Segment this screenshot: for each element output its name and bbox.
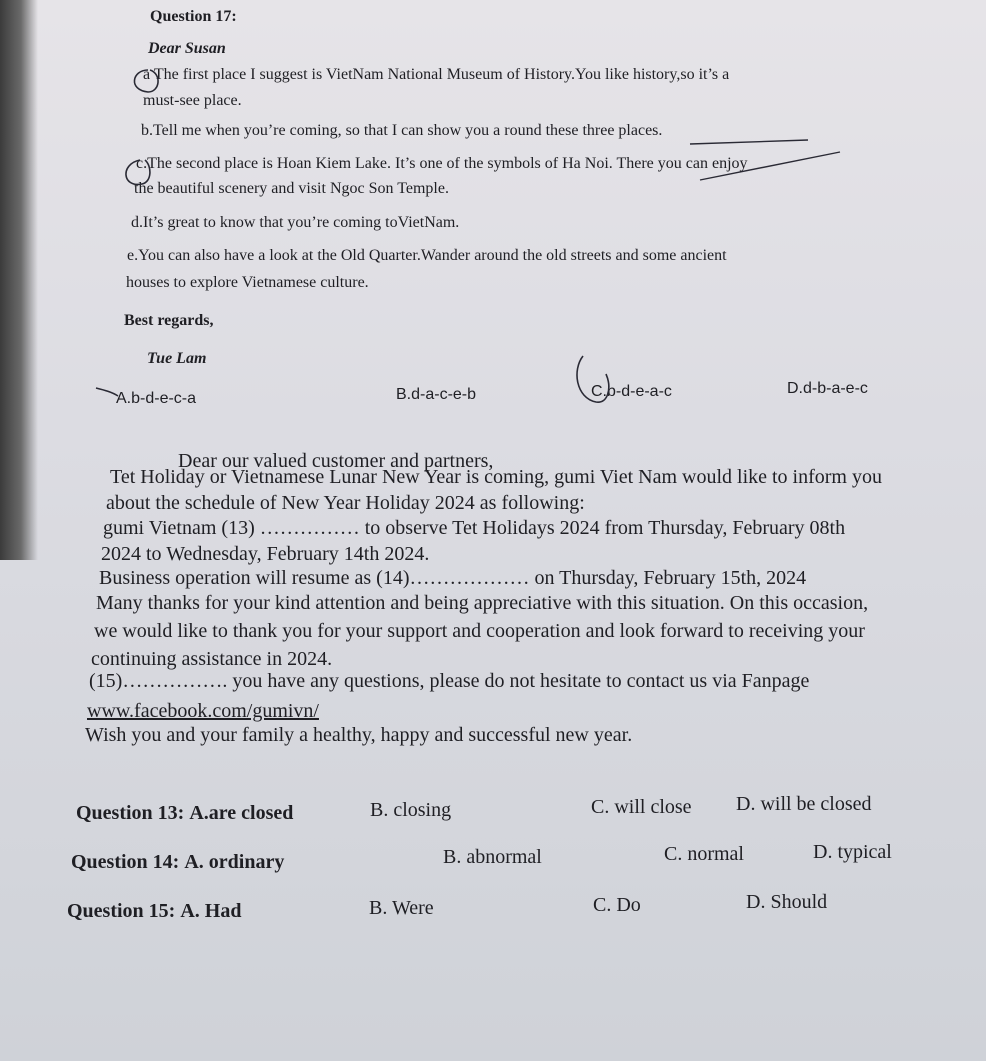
sentence-c-line1: c.The second place is Hoan Kiem Lake. It’s one of the symbols of Ha Noi. There you can enjoy [136, 155, 748, 172]
q13-option-b[interactable]: B. closing [370, 799, 452, 821]
question-15-label: Question 15: [67, 900, 176, 922]
passage-line: about the schedule of New Year Holiday 2024 as following: [106, 492, 585, 514]
q13-option-d[interactable]: D. will be closed [736, 793, 872, 815]
question-17-title: Question 17: [150, 8, 237, 25]
sentence-d: d.It’s great to know that you’re coming toVietNam. [131, 214, 460, 231]
sentence-e-line2: houses to explore Vietnamese culture. [126, 274, 369, 291]
page-edge-shadow [0, 0, 38, 560]
question-13-row [76, 802, 293, 825]
underline-mark-b [690, 140, 808, 144]
q17-option-b[interactable]: B.d-a-c-e-b [396, 386, 477, 403]
letter-closing: Best regards, [124, 312, 214, 329]
q13-option-c[interactable]: C. will close [591, 796, 692, 818]
sentence-c-line2: the beautiful scenery and visit Ngoc Son Temple. [134, 180, 449, 197]
passage-line: we would like to thank you for your support and cooperation and look forward to receiving your [94, 620, 865, 642]
passage-blank-15-line: (15)……………. you have any questions, please do not hesitate to contact us via Fanpage [89, 670, 810, 692]
q15-option-b[interactable]: B. Were [369, 897, 434, 919]
passage-blank-14-line: Business operation will resume as (14)……………… on Thursday, February 15th, 2024 [99, 567, 807, 589]
q17-option-c[interactable]: C.b-d-e-a-c [591, 383, 672, 400]
letter-signature: Tue Lam [147, 350, 207, 367]
passage-line: continuing assistance in 2024. [91, 648, 333, 670]
passage-line: Many thanks for your kind attention and being appreciative with this situation. On this occasion, [96, 592, 869, 614]
q17-option-a[interactable]: A.b-d-e-c-a [116, 390, 197, 407]
check-mark-option-a [96, 388, 118, 396]
q15-option-a[interactable]: A. Had [180, 900, 242, 922]
sentence-e-line1: e.You can also have a look at the Old Quarter.Wander around the old streets and some ancient [127, 247, 727, 264]
q14-option-b[interactable]: B. abnormal [443, 846, 542, 868]
question-13-label: Question 13: [76, 802, 185, 824]
q15-option-d[interactable]: D. Should [746, 891, 828, 913]
passage-blank-13-line: gumi Vietnam (13) …………… to observe Tet Holidays 2024 from Thursday, February 08th [103, 517, 846, 539]
sentence-a-line2: must-see place. [143, 92, 242, 109]
q17-option-d[interactable]: D.d-b-a-e-c [787, 380, 868, 397]
question-14-label: Question 14: [71, 851, 180, 873]
fanpage-link[interactable]: www.facebook.com/gumivn/ [87, 700, 319, 722]
sentence-a-line1: a The first place I suggest is VietNam National Museum of History.You like history,so it’s a [143, 66, 730, 83]
passage-line: Tet Holiday or Vietnamese Lunar New Year is coming, gumi Viet Nam would like to inform you [110, 466, 882, 488]
q13-option-a[interactable]: A.are closed [189, 802, 294, 824]
q14-option-a[interactable]: A. ordinary [184, 851, 285, 873]
q15-option-c[interactable]: C. Do [593, 894, 641, 916]
question-14-row [71, 851, 284, 874]
q14-option-c[interactable]: C. normal [664, 843, 744, 865]
letter-salutation: Dear Susan [148, 40, 226, 57]
sentence-b: b.Tell me when you’re coming, so that I can show you a round these three places. [141, 122, 663, 139]
q14-option-d[interactable]: D. typical [813, 841, 892, 863]
passage-greeting: Dear our valued customer and partners, [178, 450, 494, 472]
passage-line: 2024 to Wednesday, February 14th 2024. [101, 543, 430, 565]
question-15-row [67, 900, 241, 923]
passage-closing-line: Wish you and your family a healthy, happy and successful new year. [85, 724, 633, 746]
